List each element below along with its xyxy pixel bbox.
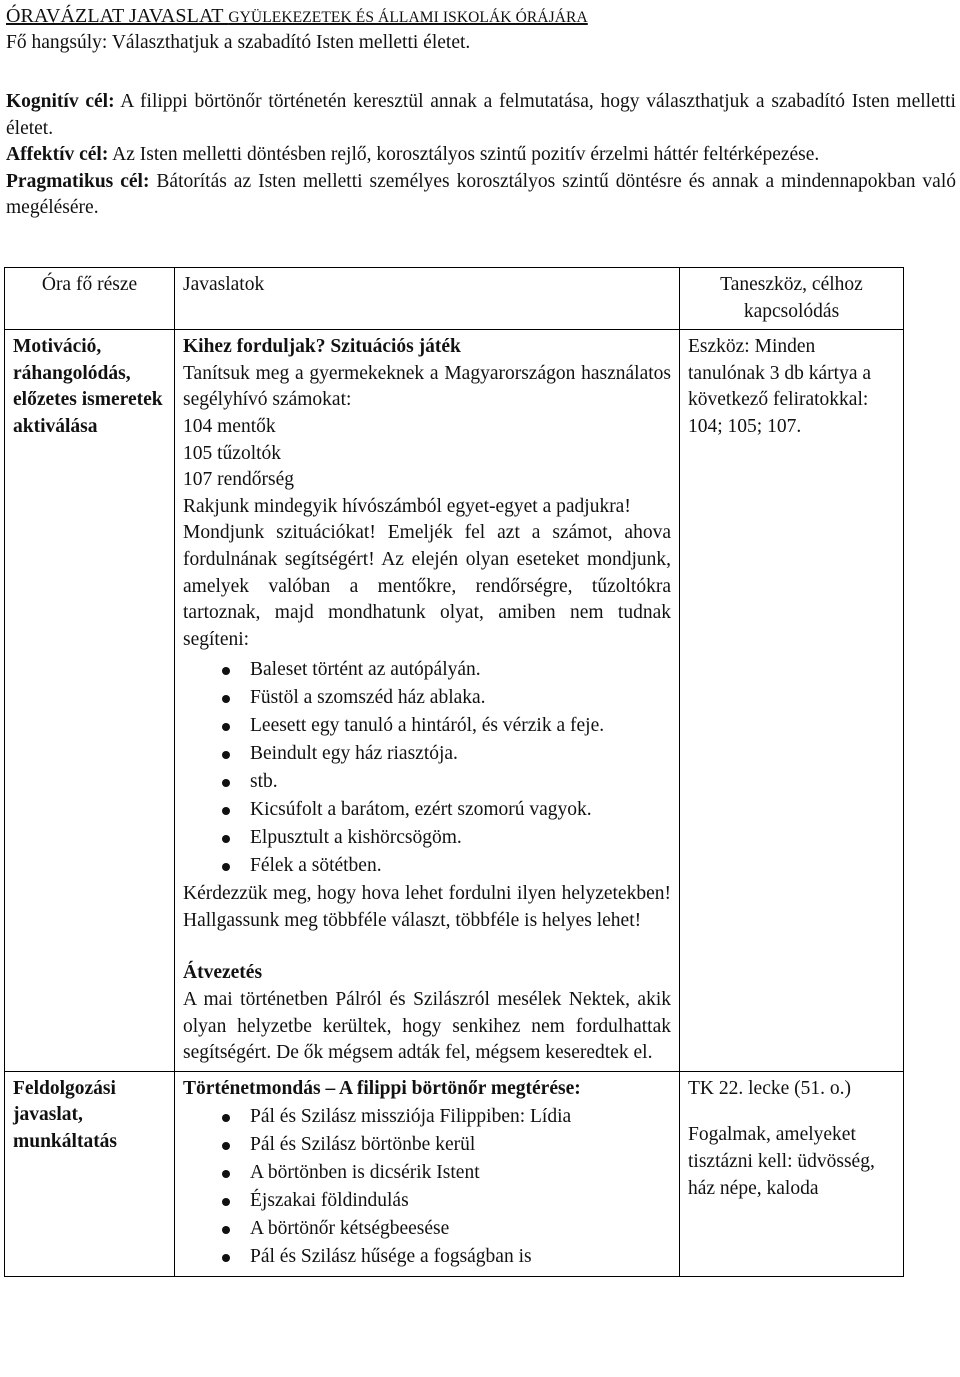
lesson-part-label: Motiváció, ráhangolódás, előzetes ismeretek aktiválása bbox=[13, 336, 163, 437]
main-focus bbox=[6, 31, 956, 55]
focus-text: : Választhatjuk a szabadító Isten melletti életet. bbox=[101, 32, 471, 53]
transition-heading: Átvezetés bbox=[183, 962, 263, 984]
paragraph: Kérdezzük meg, hogy hova lehet fordulni ilyen helyzetekben! Hallgassunk meg többféle választ, többféle is helyes lehet! bbox=[183, 883, 671, 931]
goal-label: Kognitív cél: bbox=[6, 91, 115, 112]
table-header-row bbox=[5, 268, 904, 330]
list-item: Kicsúfolt a barátom, ezért szomorú vagyok. bbox=[250, 797, 671, 824]
section-heading: Történetmondás – A filippi börtönőr megtérése: bbox=[183, 1077, 581, 1099]
paragraph: 107 rendőrség bbox=[183, 469, 295, 491]
situation-list bbox=[183, 657, 671, 879]
list-item: Pál és Szilász missziója Filippiben: Lídia bbox=[250, 1104, 671, 1131]
page-title bbox=[6, 4, 956, 30]
goal-text: Az Isten melletti döntésben rejlő, korosztályos szintű pozitív érzelmi háttér feltérképezése. bbox=[108, 144, 820, 166]
concepts-text: Fogalmak, amelyeket tisztázni kell: üdvösség, ház népe, kaloda bbox=[688, 1124, 875, 1199]
suggestions-cell bbox=[175, 1071, 680, 1277]
tools-cell bbox=[680, 1071, 904, 1277]
paragraph: 105 tűzoltók bbox=[183, 442, 282, 464]
goal-text: A filippi börtönőr történetén keresztül annak a felmutatása, hogy választhatjuk a szabadító Isten melletti életet. bbox=[6, 91, 956, 139]
list-item: Félek a sötétben. bbox=[250, 853, 671, 880]
lesson-part-cell bbox=[5, 330, 175, 1072]
document-header bbox=[6, 4, 956, 222]
list-item: Elpusztult a kishörcsögöm. bbox=[250, 825, 671, 852]
list-item: Pál és Szilász hűsége a fogságban is bbox=[250, 1244, 671, 1271]
paragraph: A mai történetben Pálról és Szilászról mesélek Nektek, akik olyan helyzetbe kerültek, hogy senkihez nem fordulhattak segítségért. De ők mégsem adták fel, mégsem keseredtek el. bbox=[183, 988, 671, 1064]
goal-label: Pragmatikus cél: bbox=[6, 170, 150, 192]
story-list bbox=[183, 1104, 671, 1271]
list-item: Füstöl a szomszéd ház ablaka. bbox=[250, 685, 671, 712]
table-row bbox=[5, 1071, 904, 1277]
list-item: Éjszakai földindulás bbox=[250, 1188, 671, 1215]
paragraph: Rakjunk mindegyik hívószámból egyet-egyet a padjukra! bbox=[183, 495, 631, 517]
focus-label: Fő hangsúly bbox=[6, 32, 102, 53]
lesson-part-label: Feldolgozási javaslat, munkáltatás bbox=[13, 1077, 118, 1152]
list-item: stb. bbox=[250, 769, 671, 796]
section-heading: Kihez forduljak? Szituációs játék bbox=[183, 336, 461, 358]
list-item: A börtönben is dicsérik Istent bbox=[250, 1160, 671, 1187]
list-item: Beindult egy ház riasztója. bbox=[250, 741, 671, 768]
tools-text: Eszköz: Minden tanulónak 3 db kártya a következő feliratokkal: bbox=[688, 336, 872, 411]
title-main: ÓRAVÁZLAT JAVASLAT bbox=[6, 5, 229, 27]
list-item: Baleset történt az autópályán. bbox=[250, 657, 671, 684]
goal-affective bbox=[6, 142, 956, 169]
goal-pragmatic bbox=[6, 169, 956, 222]
list-item: Leesett egy tanuló a hintáról, és vérzik a feje. bbox=[250, 713, 671, 740]
paragraph: Tanítsuk meg a gyermekeknek a Magyarországon használatos segélyhívó számokat: bbox=[183, 362, 671, 411]
title-subtitle: GYÜLEKEZETEK ÉS ÁLLAMI ISKOLÁK ÓRÁJÁRA bbox=[228, 9, 588, 26]
goal-text: Bátorítás az Isten melletti személyes korosztályos szintű döntésre és annak a mindennapokban való megélésére. bbox=[6, 170, 956, 219]
tools-cell bbox=[680, 330, 904, 1072]
header-tools: Taneszköz, célhoz kapcsolódás bbox=[680, 268, 904, 330]
lesson-part-cell bbox=[5, 1071, 175, 1277]
tools-numbers: 104; 105; 107. bbox=[688, 415, 802, 437]
lesson-plan-table bbox=[4, 267, 904, 1277]
paragraph: Mondjunk szituációkat! Emeljék fel azt a számot, ahova fordulnának segítségért! Az elején olyan eseteket mondjunk, amelyek valóban a mentőkre, rendőrségre, tűzoltókra tartoznak, majd mondhatunk olyat, amiben nem tudnak segíteni: bbox=[183, 522, 671, 650]
suggestions-cell bbox=[175, 330, 680, 1072]
list-item: Pál és Szilász börtönbe kerül bbox=[250, 1132, 671, 1159]
list-item: A börtönőr kétségbeesése bbox=[250, 1216, 671, 1243]
paragraph: 104 mentők bbox=[183, 415, 276, 437]
header-lesson-part: Óra fő része bbox=[5, 268, 175, 330]
header-suggestions: Javaslatok bbox=[175, 268, 680, 330]
goal-label: Affektív cél: bbox=[6, 144, 109, 166]
goal-cognitive bbox=[6, 89, 956, 142]
table-row bbox=[5, 330, 904, 1072]
textbook-reference: TK 22. lecke (51. o.) bbox=[688, 1077, 851, 1099]
